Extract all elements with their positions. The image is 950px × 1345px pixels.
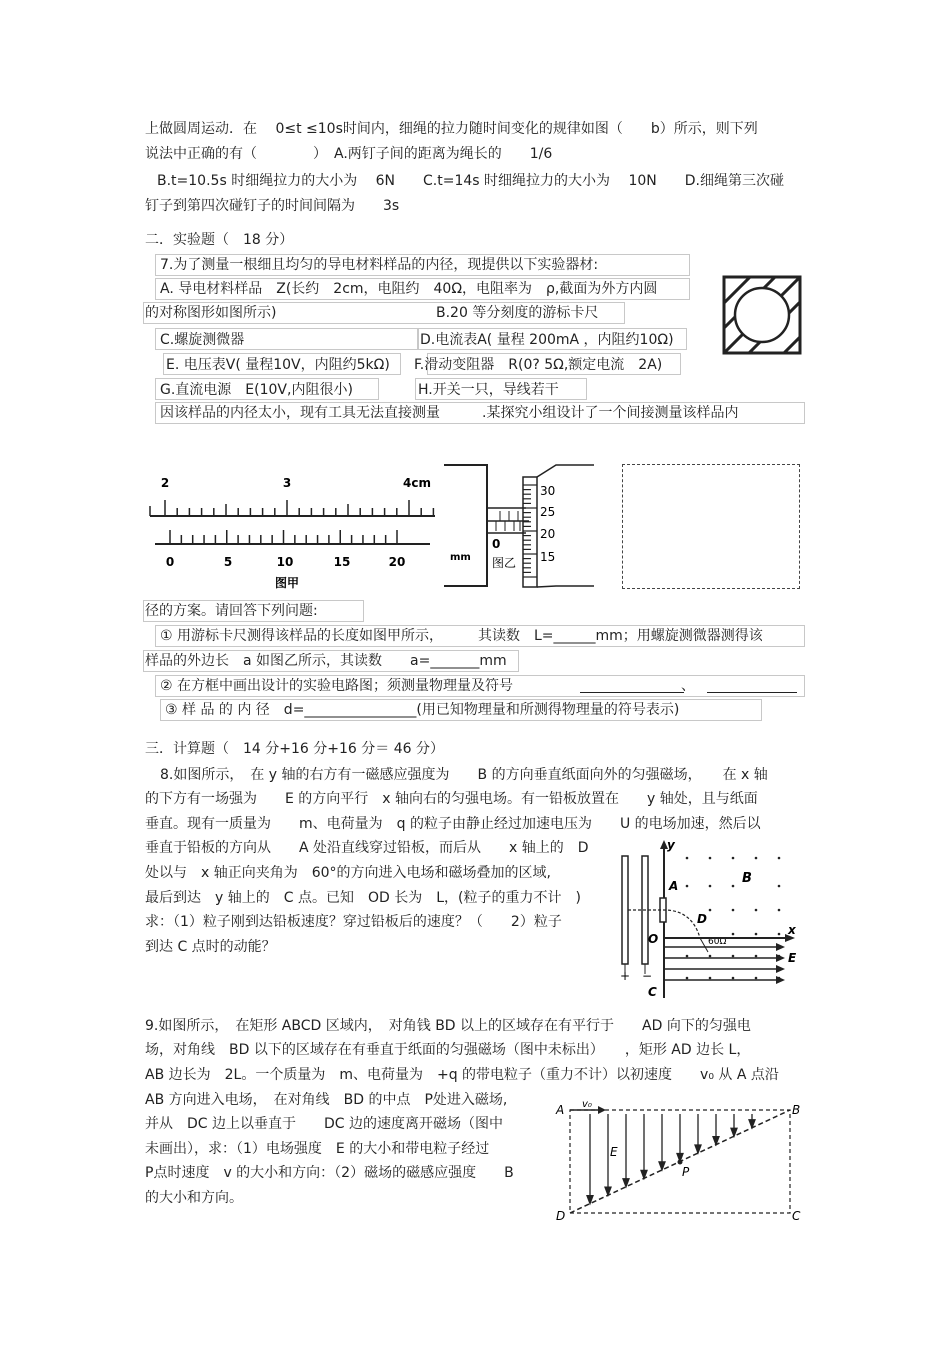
q8-line-4: 垂直于铅板的方向从 A 处沿直线穿过铅板，而后从 x 轴上的 D (145, 840, 589, 856)
origin-o-label: O (648, 932, 659, 946)
q7-line-6a: G.直流电源 E(10V,内阻很小) (160, 382, 353, 398)
vernier-label: 0 (165, 555, 175, 569)
thimble-label: 15 (540, 550, 556, 564)
q7-line-8: 径的方案。请回答下列问题: (145, 603, 318, 619)
circuit-answer-box (622, 464, 800, 589)
q7-line-10: 样品的外边长 a 如图乙所示，其读数 a=_______mm (145, 653, 507, 669)
intro-line-4: 钉子到第四次碰钉子的时间间隔为 3s (145, 198, 400, 214)
q7-line-12: ③ 样 品 的 内 径 d=________________(用已知物理量和所测得物理量的符号表示) (165, 702, 680, 718)
point-d-label: D (697, 912, 707, 926)
vernier-label: 20 (388, 555, 406, 569)
intro-line-3: B.t=10.5s 时细绳拉力的大小为 6N C.t=14s 时细绳拉力的大小为 10N D.细绳第三次碰 (157, 173, 784, 189)
minus-sign: − (642, 969, 653, 983)
q7-line-4b: D.电流表A( 量程 200mA ，内阻约10Ω) (420, 332, 674, 348)
q9-line-4: AB 方向进入电场， 在对角线 BD 的中点 P处进入磁场, (145, 1092, 508, 1108)
sleeve-zero-label: 0 (492, 537, 501, 551)
q9-line-5: 并从 DC 边上以垂直于 DC 边的速度离开磁场（图中 (145, 1116, 504, 1132)
plus-sign: + (620, 969, 631, 983)
q8-line-8: 到达 C 点时的动能？ (145, 939, 276, 955)
main-scale-label: 2 (160, 476, 170, 490)
vernier-label: 5 (223, 555, 233, 569)
q9-line-6: 未画出），求：（1）电场强度 E 的大小和带电粒子经过 (145, 1141, 490, 1157)
q8-line-5: 处以与 x 轴正向夹角为 60°的方向进入电场和磁场叠加的区域, (145, 865, 551, 881)
q8-line-7: 求：（1）粒子刚到达铅板速度？穿过铅板后的速度？（ 2）粒子 (145, 914, 562, 930)
point-a-label: A (669, 879, 679, 893)
y-axis-label: y (667, 838, 675, 852)
answer-blank (707, 692, 797, 693)
x-axis-label: x (788, 923, 796, 937)
q7-line-1: 7.为了测量一根细且均匀的导电材料样品的内径，现提供以下实验器材: (160, 257, 599, 273)
answer-blank (580, 692, 684, 693)
micrometer-figure (444, 463, 599, 588)
q9-line-3: AB 边长为 2L。一个质量为 m、电荷量为 +q 的带电粒子（重力不计）以初速度 v₀ 从 A 点沿 (145, 1067, 779, 1083)
q9-line-2: 场，对角线 BD 以下的区域存在有垂直于纸面的匀强磁场（图中未标出） ，矩形 AD 边长 L， (145, 1042, 751, 1058)
field-b-label: B (742, 871, 752, 886)
q9-line-8: 的大小和方向。 (145, 1190, 243, 1206)
point-p-label: P (682, 1165, 690, 1179)
q9-rectangle-figure (552, 1096, 802, 1226)
main-scale-label: 4cm (403, 476, 431, 490)
corner-c-label: C (792, 1209, 801, 1223)
sample-cross-section-figure (722, 275, 802, 355)
section-3-heading: 三．计算题（ 14 分+16 分+16 分＝ 46 分） (145, 741, 444, 757)
q7-line-9: ① 用游标卡尺测得该样品的长度如图甲所示， 其读数 L=______mm；用螺旋测微器测得该 (160, 628, 763, 644)
q8-line-6: 最后到达 y 轴上的 C 点。已知 OD 长为 L，(粒子的重力不计 ) (145, 890, 581, 906)
main-scale-label: 3 (282, 476, 292, 490)
q8-line-1: 8.如图所示， 在 y 轴的右方有一磁感应强度为 B 的方向垂直纸面向外的匀强磁场， 在 x 轴 (160, 767, 768, 783)
field-arrow-head (695, 1145, 701, 1153)
caliper-caption: 图甲 (274, 576, 300, 590)
field-e-label: E (610, 1145, 618, 1159)
q7-line-3b: B.20 等分刻度的游标卡尺 (436, 305, 599, 321)
vernier-label: 15 (333, 555, 351, 569)
q7-line-3a: 的对称图形如图所示) (145, 305, 277, 321)
corner-a-label: A (556, 1103, 565, 1117)
v0-label: v₀ (582, 1099, 592, 1110)
intro-line-1: 上做圆周运动．在 0≤t ≤10s时间内，细绳的拉力随时间变化的规律如图（ b）所示，则下列 (145, 121, 758, 137)
corner-b-label: B (792, 1103, 801, 1117)
field-e-label: E (788, 951, 797, 965)
angle-label: 60Ω (708, 937, 727, 947)
vernier-label: 10 (276, 555, 294, 569)
field-arrow-head (731, 1128, 737, 1136)
q7-line-7: 因该样品的内径太小，现有工具无法直接测量 .某探究小组设计了一个间接测量该样品内 (160, 405, 739, 421)
q9-line-1: 9.如图所示， 在矩形 ABCD 区域内， 对角钱 BD 以上的区域存在有平行于 AD 向下的匀强电 (145, 1018, 751, 1034)
unit-label: mm (450, 552, 471, 563)
q8-line-3: 垂直。现有一质量为 m、电荷量为 q 的粒子由静止经过加速电压为 U 的电场加速，然后以 (145, 816, 761, 832)
thimble-label: 25 (540, 505, 556, 519)
q7-line-5b: F.滑动变阻器 R(0? 5Ω,额定电流 2A) (414, 357, 663, 373)
q7-line-11: ② 在方框中画出设计的实验电路图；须测量物理量及符号 、 (160, 678, 695, 694)
q7-line-2: A. 导电材料样品 Z(长约 2cm，电阻约 40Ω，电阻率为 ρ,截面为外方内圆 (160, 281, 658, 297)
q8-field-figure (612, 838, 802, 1000)
point-c-label: C (648, 985, 657, 999)
q7-line-6b: H.开关一只，导线若干 (418, 382, 559, 398)
q7-line-5a: E. 电压表V( 量程10V，内阻约5kΩ) (166, 357, 390, 373)
vernier-caliper-figure (145, 470, 435, 595)
thimble-label: 30 (540, 484, 556, 498)
q7-line-4a: C.螺旋测微器 (160, 332, 245, 348)
section-2-heading: 二．实验题（ 18 分） (145, 232, 294, 248)
micrometer-caption: 图乙 (492, 556, 517, 570)
corner-d-label: D (556, 1209, 566, 1223)
field-arrow-head (659, 1162, 665, 1170)
intro-line-2: 说法中正确的有（ ） A.两钉子间的距离为绳长的 1/6 (145, 146, 553, 162)
q9-line-7: P点时速度 v 的大小和方向：（2）磁场的磁感应强度 B (145, 1165, 514, 1181)
thimble-label: 20 (540, 527, 556, 541)
q8-line-2: 的下方有一场强为 E 的方向平行 x 轴向右的匀强电场。有一铅板放置在 y 轴处，且与纸面 (145, 791, 758, 807)
